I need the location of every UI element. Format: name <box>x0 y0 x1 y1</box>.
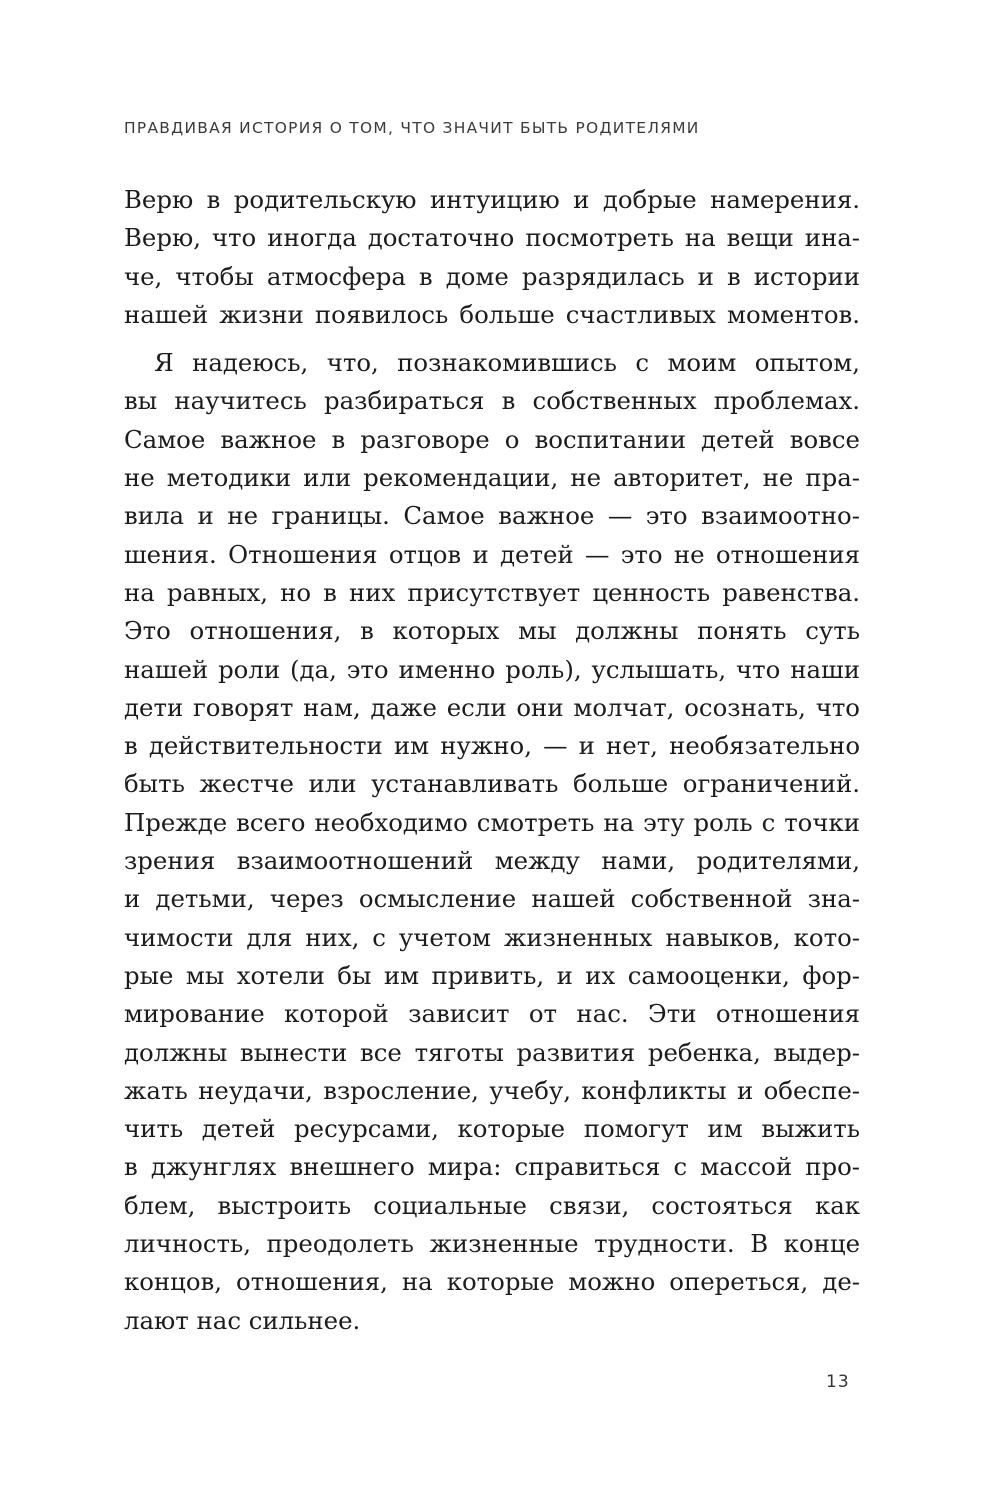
text-line: Верю в родительскую интуицию и добрые намерения. <box>124 185 860 214</box>
text-line: вила и не границы. Самое важное — это взаимоотно- <box>124 501 860 531</box>
text-line: чимости для них, с учетом жизненных навыков, кото- <box>124 922 860 952</box>
text-line: на равных, но в них присутствует ценность равенства. <box>124 577 860 607</box>
text-line: в действительности им нужно, — и нет, необязательно <box>124 731 860 761</box>
text-line: личность, преодолеть жизненные трудности. В конце <box>124 1229 860 1259</box>
text-line: Самое важное в разговоре о воспитании детей вовсе <box>124 424 860 454</box>
text-line: нашей жизни появилось больше счастливых моментов. <box>124 299 860 329</box>
paragraph-2 <box>124 344 860 1340</box>
text-line: вы научитесь разбираться в собственных проблемах. <box>124 386 860 416</box>
running-header: ПРАВДИВАЯ ИСТОРИЯ О ТОМ, ЧТО ЗНАЧИТ БЫТЬ РОДИТЕЛЯМИ <box>124 119 700 137</box>
text-line: жать неудачи, взросление, учебу, конфликты и обеспе- <box>124 1075 860 1105</box>
text-line: мирование которой зависит от нас. Эти отношения <box>124 999 860 1029</box>
text-line: чить детей ресурсами, которые помогут им выжить <box>124 1114 860 1144</box>
body-text <box>124 181 860 1340</box>
text-line: быть жестче или устанавливать больше ограничений. <box>124 769 860 799</box>
text-line: рые мы хотели бы им привить, и их самооценки, фор- <box>124 960 860 990</box>
text-line: и детьми, через осмысление нашей собственной зна- <box>124 884 860 914</box>
text-line: концов, отношения, на которые можно опереться, де- <box>124 1267 860 1297</box>
text-line: нашей роли (да, это именно роль), услышать, что наши <box>124 654 860 684</box>
text-line: должны вынести все тяготы развития ребенка, выдер- <box>124 1037 860 1067</box>
text-line: шения. Отношения отцов и детей — это не отношения <box>124 539 860 569</box>
text-line: лают нас сильнее. <box>124 1305 361 1335</box>
paragraph-1 <box>124 181 860 334</box>
text-line: дети говорят нам, даже если они молчат, осознать, что <box>124 692 860 722</box>
text-line: не методики или рекомендации, не авторитет, не пра- <box>124 463 860 493</box>
page-number: 13 <box>826 1372 850 1392</box>
text-line: в джунглях внешнего мира: справиться с массой про- <box>124 1152 860 1182</box>
text-line: Это отношения, в которых мы должны понять суть <box>124 616 860 646</box>
text-line: блем, выстроить социальные связи, состояться как <box>124 1190 860 1220</box>
text-line: Я надеюсь, что, познакомившись с моим опытом, <box>154 348 860 378</box>
text-line: зрения взаимоотношений между нами, родителями, <box>124 846 860 876</box>
text-line: Прежде всего необходимо смотреть на эту роль с точки <box>124 807 860 837</box>
text-line: че, чтобы атмосфера в доме разрядилась и в истории <box>124 261 860 291</box>
text-line: Верю, что иногда достаточно посмотреть на вещи ина- <box>124 223 860 253</box>
